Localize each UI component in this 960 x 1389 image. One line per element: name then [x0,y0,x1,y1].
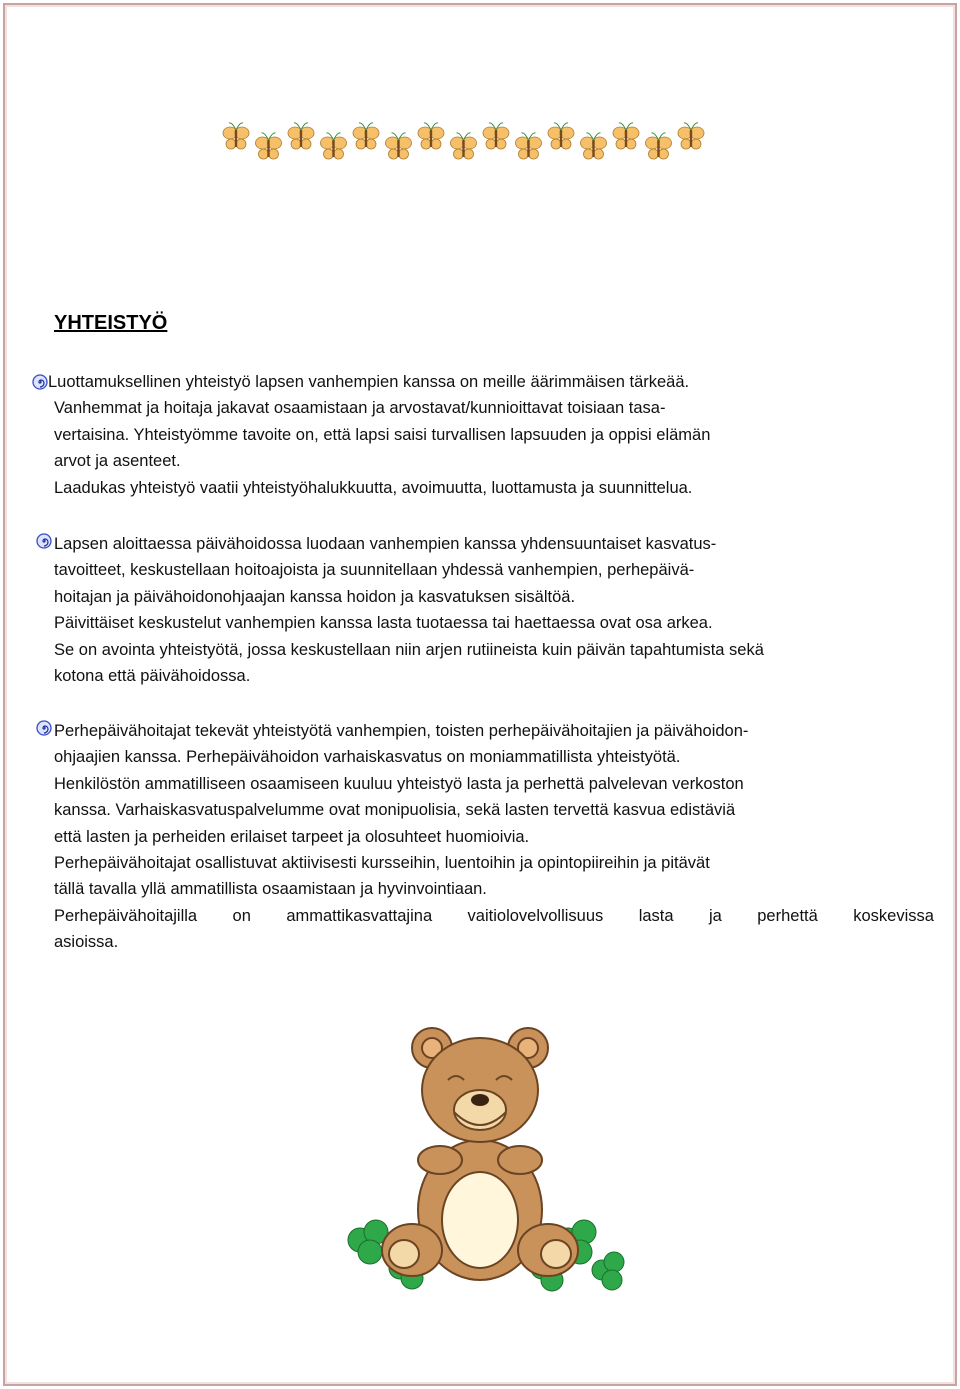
justified-word: ammattikasvattajina [286,906,433,925]
butterfly-icon [353,123,379,149]
justified-word: ja [708,906,722,925]
swirl-bullet-icon [36,720,52,736]
swirl-bullet-icon [32,374,48,390]
butterfly-icon [548,123,574,149]
paragraph-line: Vanhemmat ja hoitaja jakavat osaamistaan ja arvostavat/kunnioittavat toisiaan tasa- [54,399,666,418]
paragraph-line: Päivittäiset keskustelut vanhempien kanssa lasta tuotaessa tai haettaessa ovat osa arkea. [54,614,713,633]
butterfly-icon [256,133,282,159]
paragraph-line: Henkilöstön ammatilliseen osaamiseen kuuluu yhteistyö lasta ja perhettä palvelevan verkoston [54,774,744,793]
paragraph-family-daycare-providers [54,718,934,956]
butterfly-icon [581,133,607,159]
paragraph-line: Perhepäivähoitajat tekevät yhteistyötä vanhempien, toisten perhepäivähoitajien ja päivähoidon- [54,722,749,740]
paragraph-line: Luottamuksellinen yhteistyö lapsen vanhempien kanssa on meille äärimmäisen tärkeää. [48,373,690,391]
paragraph-line: ohjaajien kanssa. Perhepäivähoidon varhaiskasvatus on moniammatillista yhteistyötä. [54,748,681,767]
teddy-bear-illustration [330,1000,630,1300]
swirl-bullet-icon [36,533,52,549]
paragraph-start-of-daycare [54,531,764,689]
butterfly-icon [386,133,412,159]
butterfly-border-decoration [222,118,722,170]
butterfly-icon [516,133,542,159]
butterfly-icon [646,133,672,159]
paragraph-line: arvot ja asenteet. [54,452,181,471]
paragraph-line: Perhepäivähoitajat osallistuvat aktiivisesti kursseihin, luentoihin ja opintopiireihin ja pitävät [54,854,710,873]
paragraph-line: Laadukas yhteistyö vaatii yhteistyöhalukkuutta, avoimuutta, luottamusta ja suunnittelua. [54,478,693,497]
justified-word: perhettä [757,906,818,925]
paragraph-line: Lapsen aloittaessa päivähoidossa luodaan vanhempien kanssa yhdensuuntaiset kasvatus- [54,535,717,553]
butterfly-icon [451,133,477,159]
justified-word: on [232,906,251,925]
paragraph-line: tällä tavalla yllä ammatillista osaamistaan ja hyvinvointiaan. [54,880,487,899]
paragraph-line: vertaisina. Yhteistyömme tavoite on, että lapsi saisi turvallisen lapsuuden ja oppisi elämän [54,425,711,444]
paragraph-line: kotona että päivähoidossa. [54,667,251,686]
butterfly-icon [288,123,314,149]
justified-word: vaitiolovelvollisuus [467,906,604,925]
butterfly-icon [321,133,347,159]
paragraph-line: Se on avointa yhteistyötä, jossa keskustellaan niin arjen rutiineista kuin päivän tapahtumista sekä [54,640,764,659]
butterfly-icon [613,123,639,149]
paragraph-line: hoitajan ja päivähoidonohjaajan kanssa hoidon ja kasvatuksen sisältöä. [54,587,576,606]
paragraph-line: kanssa. Varhaiskasvatuspalvelumme ovat monipuolisia, sekä lasten tervettä kasvua edistäviä [54,801,736,820]
butterfly-row-graphic [222,118,722,170]
butterfly-icon [678,123,704,149]
butterfly-icon [223,123,249,149]
teddy-bear-icon [330,1000,630,1300]
justified-word: koskevissa [853,906,934,925]
paragraph-line-justified [54,903,934,929]
paragraph-line: tavoitteet, keskustellaan hoitoajoista ja suunnitellaan yhdessä vanhempien, perhepäivä- [54,561,695,580]
paragraph-line: että lasten ja perheiden erilaiset tarpeet ja olosuhteet huomioivia. [54,827,530,846]
butterfly-icon [418,123,444,149]
justified-word: lasta [638,906,674,925]
page-title: YHTEISTYÖ [54,312,168,334]
justified-word: Perhepäivähoitajilla [54,906,198,925]
paragraph-cooperation-with-parents [48,369,711,501]
butterfly-icon [483,123,509,149]
paragraph-line: asioissa. [54,933,119,952]
